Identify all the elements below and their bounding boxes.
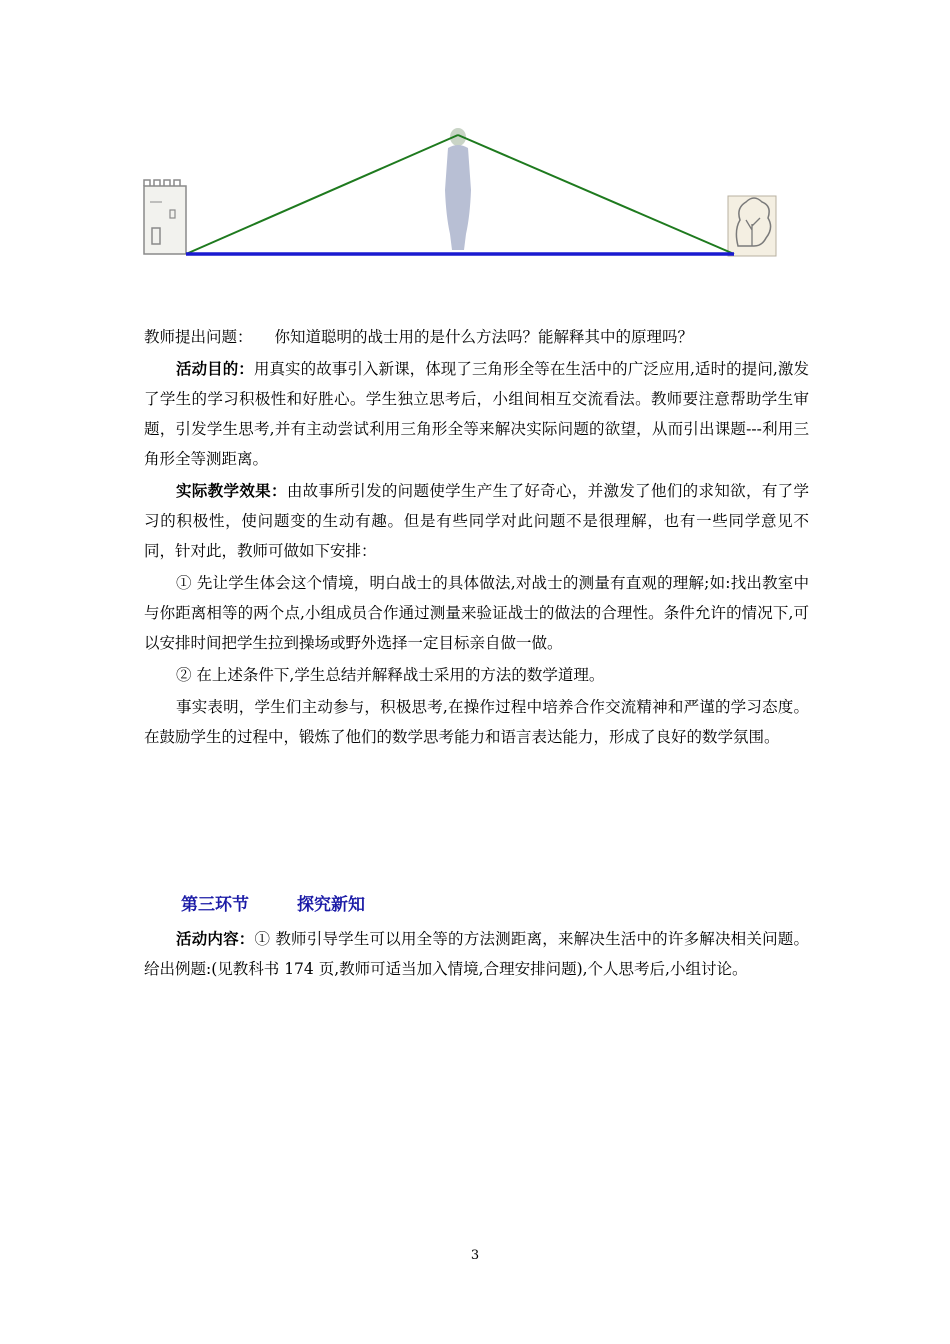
activity-purpose-label: 活动目的： [176,359,254,378]
soldier-figure [445,128,471,250]
activity-purpose-paragraph [144,354,809,474]
section-heading [181,890,365,915]
page-number: 3 [470,1248,480,1263]
teaching-effect-label: 实际教学效果： [176,481,287,500]
right-sight-line [458,135,734,254]
activity-content-label: 活动内容： [176,929,255,948]
body-text-upper [144,322,809,754]
section-title: 探究新知 [297,895,365,915]
body-text-lower [144,924,809,986]
tree-icon [728,196,776,256]
list-item: ② 在上述条件下,学生总结并解释战士采用的方法的数学道理。 [176,666,605,684]
question-label: 教师提出问题： [144,328,253,346]
triangle-distance-illustration [140,120,810,270]
teacher-question [144,322,809,352]
question-text: 你知道聪明的战士用的是什么方法吗？能解释其中的原理吗？ [274,328,694,346]
activity-content-text: ① 教师引导学生可以用全等的方法测距离，来解决生活中的许多解决相关问题。给出例题:(见教科书 174 页,教师可适当加入情境,合理安排问题),个人思考后,小组讨论。 [144,930,809,978]
conclusion-paragraph: 事实表明，学生们主动参与，积极思考,在操作过程中培养合作交流精神和严谨的学习态度。在鼓励学生的过程中，锻炼了他们的数学思考能力和语言表达能力，形成了良好的数学氛围。 [144,698,809,746]
section-number: 第三环节 [181,895,249,915]
activity-purpose-text: 用真实的故事引入新课，体现了三角形全等在生活中的广泛应用,适时的提问,激发了学生的学习积极性和好胜心。学生独立思考后，小组间相互交流看法。教师要注意帮助学生审题，引发学生思考,并有主动尝试利用三角形全等来解决实际问题的欲望，从而引出课题---利用三角形全等测距离。 [144,360,809,468]
list-item: ① 先让学生体会这个情境，明白战士的具体做法,对战士的测量有直观的理解;如:找出教室中与你距离相等的两个点,小组成员合作通过测量来验证战士的做法的合理性。条件允许的情况下,可以安排时间把学生拉到操场或野外选择一定目标亲自做一做。 [144,574,809,652]
teaching-effect-paragraph [144,476,809,566]
tower-icon [144,180,186,254]
activity-content-paragraph [144,924,809,984]
left-sight-line [186,135,458,254]
teaching-effect-text: 由故事所引发的问题使学生产生了好奇心，并激发了他们的求知欲，有了学习的积极性，使问题变的生动有趣。但是有些同学对此问题不是很理解，也有一些同学意见不同，针对此，教师可做如下安排： [144,482,809,560]
